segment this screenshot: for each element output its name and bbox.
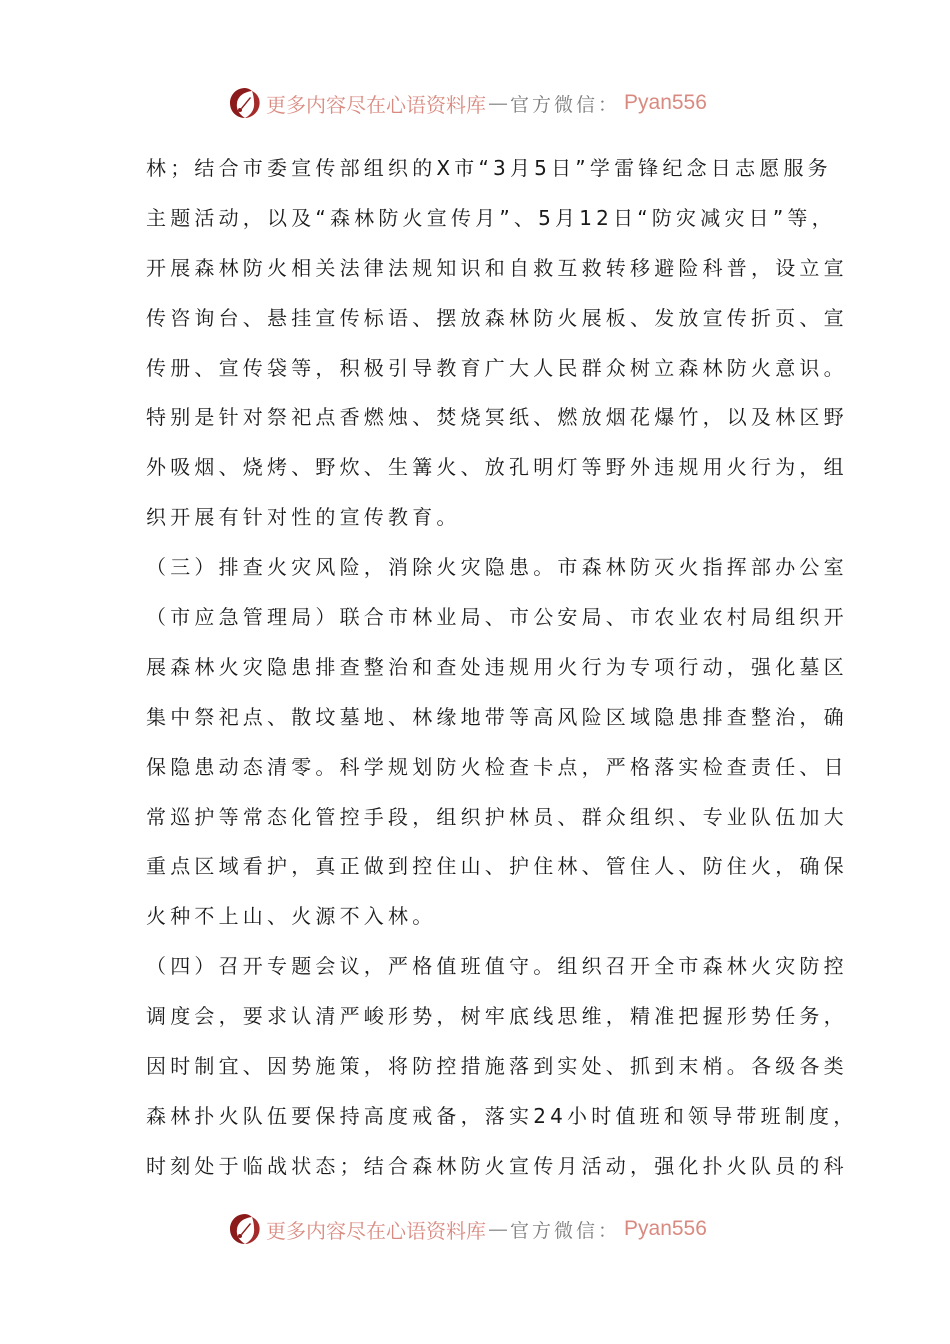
- text-line: （市应急管理局）联合市林业局、市公安局、市农业农村局组织开: [146, 605, 848, 630]
- text-line: 集中祭祀点、散坟墓地、林缘地带等高风险区域隐患排查整治，确: [146, 704, 848, 729]
- text-line: 传咨询台、悬挂宣传标语、摆放森林防火展板、发放宣传折页、宣: [146, 305, 848, 330]
- text-line: 开展森林防火相关法律法规知识和自救互救转移避险科普，设立宣: [146, 255, 848, 280]
- banner-title: 更多内容尽在心语资料库: [266, 92, 486, 117]
- wechat-label: 官方微信：: [510, 1219, 621, 1242]
- pen-nib-logo-icon: [228, 86, 262, 120]
- banner-dash: —: [488, 91, 508, 115]
- banner-title: 更多内容尽在心语资料库: [266, 1218, 486, 1243]
- wechat-id: Pyan556: [624, 1217, 707, 1240]
- banner-dash: —: [488, 1217, 508, 1241]
- text-line: 火种不上山、火源不入林。: [146, 904, 437, 929]
- footer-watermark-banner: [228, 1209, 707, 1249]
- wechat-label: 官方微信：: [510, 93, 621, 116]
- text-line: 传册、宣传袋等，积极引导教育广大人民群众树立森林防火意识。: [146, 355, 848, 380]
- text-line: 特别是针对祭祀点香燃烛、焚烧冥纸、燃放烟花爆竹，以及林区野: [146, 405, 848, 430]
- text-line: 常巡护等常态化管控手段，组织护林员、群众组织、专业队伍加大: [146, 804, 848, 829]
- text-line: 时刻处于临战状态；结合森林防火宣传月活动，强化扑火队员的科: [146, 1153, 848, 1178]
- text-line: 展森林火灾隐患排查整治和查处违规用火行为专项行动，强化墓区: [146, 654, 848, 679]
- text-line: 外吸烟、烧烤、野炊、生篝火、放孔明灯等野外违规用火行为，组: [146, 455, 848, 480]
- text-line: 森林扑火队伍要保持高度戒备，落实24小时值班和领导带班制度，: [146, 1103, 858, 1128]
- document-body: [146, 150, 858, 1198]
- wechat-id: Pyan556: [624, 91, 707, 114]
- text-line: 调度会，要求认清严峻形势，树牢底线思维，精准把握形势任务，: [146, 1004, 848, 1029]
- text-line: 因时制宜、因势施策，将防控措施落到实处、抓到末梢。各级各类: [146, 1054, 848, 1079]
- text-line: 保隐患动态清零。科学规划防火检查卡点，严格落实检查责任、日: [146, 754, 848, 779]
- section-heading-line: （三）排查火灾风险，消除火灾隐患。市森林防灭火指挥部办公室: [146, 555, 848, 580]
- section-heading-line: （四）召开专题会议，严格值班值守。组织召开全市森林火灾防控: [146, 954, 848, 979]
- header-watermark-banner: [228, 83, 707, 123]
- text-line: 重点区域看护，真正做到控住山、护住林、管住人、防住火，确保: [146, 854, 848, 879]
- pen-nib-logo-icon: [228, 1212, 262, 1246]
- text-line: 林；结合市委宣传部组织的X市“3月5日”学雷锋纪念日志愿服务: [146, 156, 832, 180]
- text-line: 主题活动，以及“森林防火宣传月”、5月12日“防灾减灾日”等，: [146, 205, 836, 230]
- text-line: 织开展有针对性的宣传教育。: [146, 505, 461, 530]
